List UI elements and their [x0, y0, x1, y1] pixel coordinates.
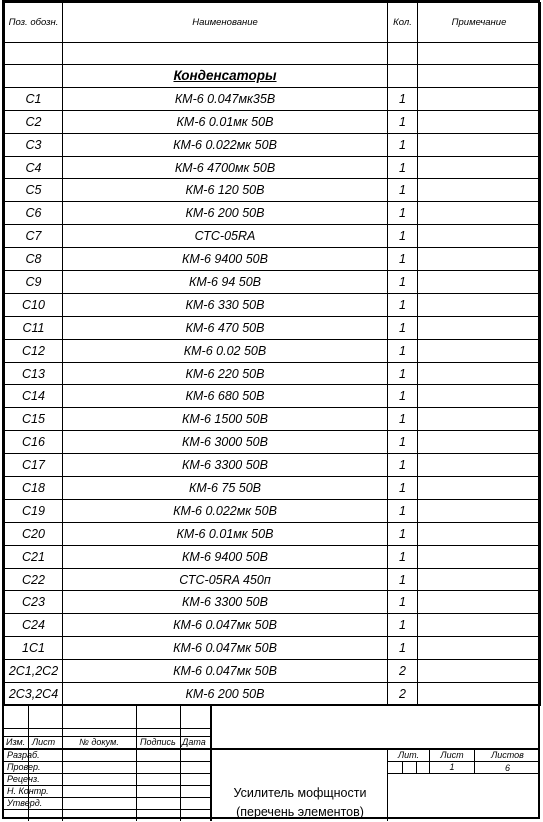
cell-name: КМ-6 0.047мк 50В	[63, 637, 388, 660]
cell-name: КМ-6 75 50В	[63, 477, 388, 500]
cell-note	[418, 293, 541, 316]
cell-name: КМ-6 0.02 50В	[63, 339, 388, 362]
cell-pos: C17	[5, 454, 63, 477]
cell-pos: C4	[5, 156, 63, 179]
cell-note	[418, 339, 541, 362]
header-name: Наименование	[63, 3, 388, 43]
cell-note	[418, 202, 541, 225]
table-row	[5, 499, 541, 522]
label-utverd: Утверд.	[7, 798, 43, 808]
cell-note	[418, 110, 541, 133]
cell-name: КМ-6 0.01мк 50В	[63, 522, 388, 545]
cell-pos: C2	[5, 110, 63, 133]
section-title: Конденсаторы	[173, 68, 277, 84]
cell-name: СТС-05RA 450п	[63, 568, 388, 591]
document-sheet	[2, 0, 540, 819]
cell-pos: C13	[5, 362, 63, 385]
table-row	[5, 591, 541, 614]
cell-qty: 2	[388, 660, 418, 683]
document-title	[212, 784, 388, 822]
cell-name: КМ-6 200 50В	[63, 683, 388, 706]
cell-qty: 2	[388, 683, 418, 706]
sheet-number: 1	[449, 762, 455, 772]
table-row	[5, 293, 541, 316]
cell-note	[418, 637, 541, 660]
cell-pos: C24	[5, 614, 63, 637]
cell-name: КМ-6 9400 50В	[63, 545, 388, 568]
table-row	[5, 660, 541, 683]
cell-pos: C6	[5, 202, 63, 225]
blank-row	[5, 43, 541, 65]
table-row	[5, 522, 541, 545]
table-row	[5, 477, 541, 500]
cell-qty: 1	[388, 568, 418, 591]
cell-qty: 1	[388, 316, 418, 339]
label-sign: Подпись	[140, 737, 176, 747]
cell-qty: 1	[388, 499, 418, 522]
cell-note	[418, 522, 541, 545]
table-row	[5, 362, 541, 385]
cell-note	[418, 499, 541, 522]
cell-note	[418, 454, 541, 477]
cell-pos: 2C1,2C2	[5, 660, 63, 683]
label-recenz: Реценз.	[7, 774, 40, 784]
cell-qty: 1	[388, 385, 418, 408]
cell-pos: C8	[5, 248, 63, 271]
table-row	[5, 110, 541, 133]
cell-note	[418, 660, 541, 683]
table-row	[5, 225, 541, 248]
table-row	[5, 431, 541, 454]
cell-qty: 1	[388, 362, 418, 385]
cell-pos: C9	[5, 271, 63, 294]
cell-qty: 1	[388, 179, 418, 202]
cell-pos: C16	[5, 431, 63, 454]
cell-pos: C19	[5, 499, 63, 522]
table-row	[5, 614, 541, 637]
cell-note	[418, 614, 541, 637]
cell-pos: C12	[5, 339, 63, 362]
cell-note	[418, 545, 541, 568]
cell-name: КМ-6 0.047мк35В	[63, 87, 388, 110]
cell-qty: 1	[388, 339, 418, 362]
cell-note	[418, 477, 541, 500]
cell-pos: C3	[5, 133, 63, 156]
cell-qty: 1	[388, 614, 418, 637]
cell-name: КМ-6 1500 50В	[63, 408, 388, 431]
table-row	[5, 683, 541, 706]
cell-pos: C20	[5, 522, 63, 545]
table-row	[5, 454, 541, 477]
cell-note	[418, 316, 541, 339]
cell-name: КМ-6 4700мк 50В	[63, 156, 388, 179]
label-lit: Лит.	[397, 750, 420, 760]
table-row	[5, 202, 541, 225]
cell-name: КМ-6 9400 50В	[63, 248, 388, 271]
label-sheets: Листов	[491, 750, 524, 760]
table-row	[5, 408, 541, 431]
cell-note	[418, 683, 541, 706]
cell-qty: 1	[388, 225, 418, 248]
sheets-count: 6	[504, 763, 510, 773]
cell-qty: 1	[388, 545, 418, 568]
cell-name: КМ-6 470 50В	[63, 316, 388, 339]
table-row	[5, 248, 541, 271]
cell-note	[418, 87, 541, 110]
element-list-table	[4, 2, 541, 706]
title-line-2: (перечень элементов)	[236, 805, 364, 819]
table-row	[5, 271, 541, 294]
title-line-1: Усилитель мофщности	[233, 786, 367, 800]
label-date: Дата	[182, 737, 206, 747]
table-row	[5, 179, 541, 202]
table-row	[5, 87, 541, 110]
cell-note	[418, 271, 541, 294]
cell-qty: 1	[388, 477, 418, 500]
cell-note	[418, 568, 541, 591]
table-row	[5, 133, 541, 156]
cell-pos: C5	[5, 179, 63, 202]
cell-pos: C22	[5, 568, 63, 591]
cell-name: КМ-6 680 50В	[63, 385, 388, 408]
table-header-row	[5, 3, 541, 43]
cell-pos: C7	[5, 225, 63, 248]
cell-pos: 1C1	[5, 637, 63, 660]
label-izm: Изм.	[6, 737, 26, 747]
label-razrab: Разраб.	[7, 750, 40, 760]
cell-pos: C14	[5, 385, 63, 408]
cell-qty: 1	[388, 522, 418, 545]
cell-qty: 1	[388, 271, 418, 294]
cell-pos: C11	[5, 316, 63, 339]
cell-qty: 1	[388, 591, 418, 614]
cell-qty: 1	[388, 637, 418, 660]
cell-name: КМ-6 120 50В	[63, 179, 388, 202]
header-qty: Кол.	[388, 3, 418, 43]
cell-name: КМ-6 3300 50В	[63, 591, 388, 614]
cell-pos: C10	[5, 293, 63, 316]
label-list: Лист	[32, 737, 56, 747]
cell-name: КМ-6 3300 50В	[63, 454, 388, 477]
label-n-kontr: Н. Контр.	[7, 786, 49, 796]
header-note: Примечание	[418, 3, 541, 43]
cell-qty: 1	[388, 454, 418, 477]
cell-name: КМ-6 200 50В	[63, 202, 388, 225]
cell-note	[418, 431, 541, 454]
table-row	[5, 339, 541, 362]
cell-note	[418, 225, 541, 248]
cell-name: КМ-6 0.022мк 50В	[63, 133, 388, 156]
cell-name: КМ-6 220 50В	[63, 362, 388, 385]
cell-pos: C18	[5, 477, 63, 500]
cell-note	[418, 385, 541, 408]
cell-note	[418, 362, 541, 385]
table-row	[5, 385, 541, 408]
cell-name: КМ-6 0.022мк 50В	[63, 499, 388, 522]
cell-name: КМ-6 94 50В	[63, 271, 388, 294]
cell-pos: C1	[5, 87, 63, 110]
table-row	[5, 568, 541, 591]
cell-note	[418, 179, 541, 202]
cell-note	[418, 591, 541, 614]
cell-pos: 2C3,2C4	[5, 683, 63, 706]
table-row	[5, 156, 541, 179]
label-sheet: Лист	[440, 750, 464, 760]
table-row	[5, 545, 541, 568]
label-doc-no: № докум.	[79, 737, 119, 747]
cell-qty: 1	[388, 202, 418, 225]
label-prover: Провер.	[7, 762, 41, 772]
section-row	[5, 65, 541, 88]
title-block	[4, 704, 540, 821]
cell-name: КМ-6 0.047мк 50В	[63, 614, 388, 637]
cell-note	[418, 133, 541, 156]
cell-note	[418, 408, 541, 431]
cell-name: СТС-05RA	[63, 225, 388, 248]
cell-pos: C15	[5, 408, 63, 431]
cell-qty: 1	[388, 293, 418, 316]
cell-name: КМ-6 330 50В	[63, 293, 388, 316]
cell-note	[418, 156, 541, 179]
cell-qty: 1	[388, 408, 418, 431]
header-pos: Поз. обозн.	[5, 3, 63, 43]
cell-qty: 1	[388, 248, 418, 271]
cell-name: КМ-6 3000 50В	[63, 431, 388, 454]
cell-qty: 1	[388, 156, 418, 179]
cell-qty: 1	[388, 431, 418, 454]
cell-pos: C21	[5, 545, 63, 568]
cell-qty: 1	[388, 133, 418, 156]
table-row	[5, 316, 541, 339]
cell-name: КМ-6 0.047мк 50В	[63, 660, 388, 683]
cell-name: КМ-6 0.01мк 50В	[63, 110, 388, 133]
cell-qty: 1	[388, 87, 418, 110]
cell-qty: 1	[388, 110, 418, 133]
table-row	[5, 637, 541, 660]
cell-note	[418, 248, 541, 271]
cell-pos: C23	[5, 591, 63, 614]
